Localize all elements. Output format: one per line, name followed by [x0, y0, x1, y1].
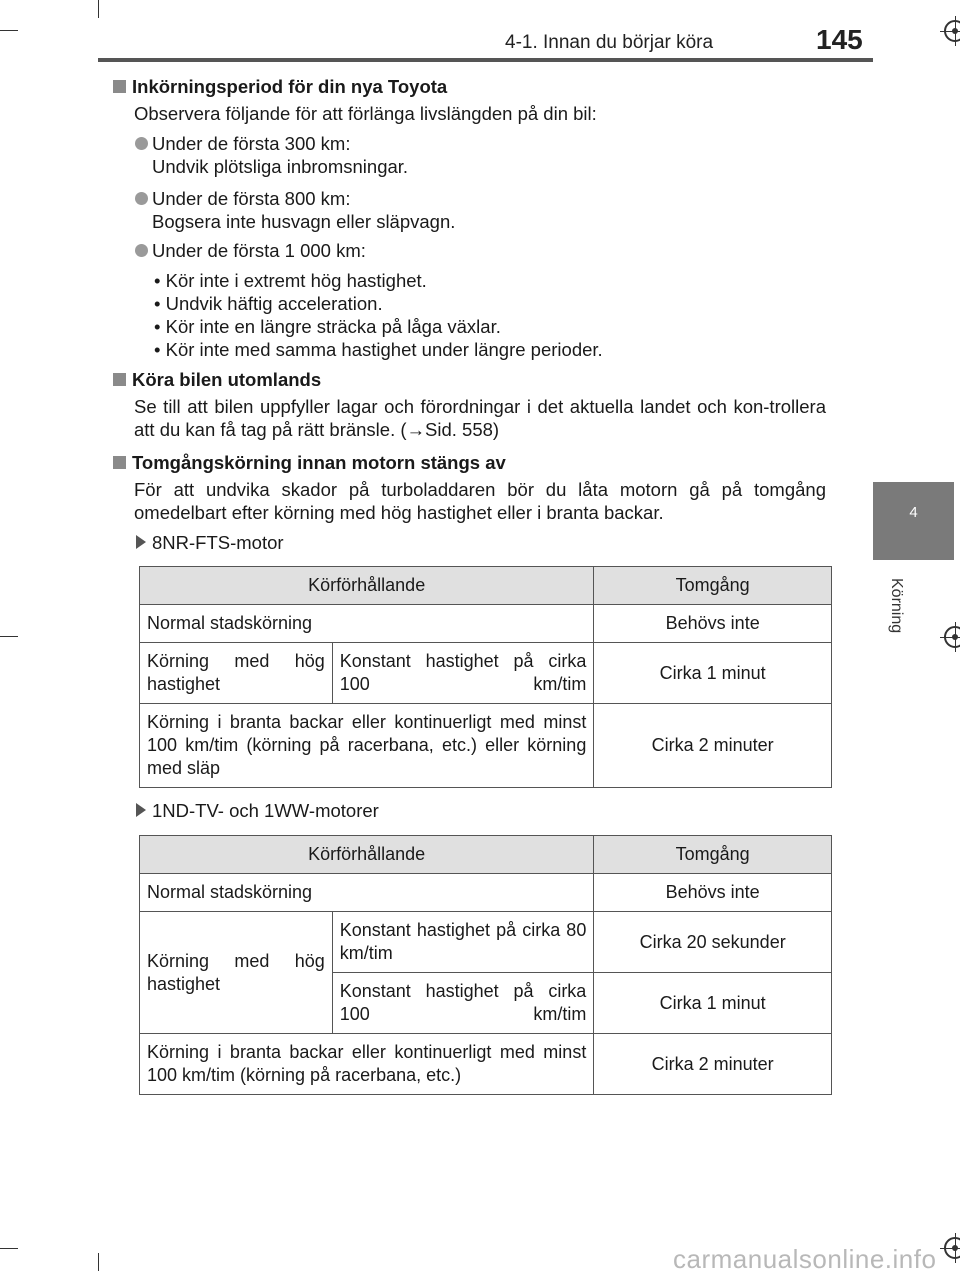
- bullet-text: Undvik plötsliga inbromsningar.: [152, 156, 409, 177]
- table-cell: Körning i branta backar eller kontinuerligt med minst 100 km/tim (körning på racerbana, etc.): [140, 1034, 594, 1095]
- page-number: 145: [816, 24, 863, 55]
- chapter-label-text: Körning: [888, 578, 905, 634]
- table-cell: Körning med hög hastighet: [140, 912, 333, 1034]
- table-cell: Behövs inte: [594, 874, 832, 912]
- registration-mark-icon: [944, 626, 960, 648]
- chapter-tab: [873, 482, 954, 560]
- table-header: Tomgång: [594, 567, 832, 605]
- section-square-icon: [113, 373, 126, 386]
- bullet-text: Under de första 800 km:: [152, 188, 351, 209]
- bullet-dot-icon: [135, 137, 148, 150]
- table-cell: Normal stadskörning: [140, 605, 594, 643]
- chapter-number: 4: [909, 504, 918, 521]
- table-caption: 8NR-FTS-motor: [152, 532, 284, 553]
- registration-mark-icon: [944, 1237, 960, 1259]
- bullet-text: Under de första 1 000 km:: [152, 240, 366, 261]
- watermark: carmanualsonline.info: [673, 1244, 937, 1274]
- arrow-right-icon: [136, 535, 146, 549]
- section-heading: Inkörningsperiod för din nya Toyota: [132, 76, 448, 97]
- bullet-dot-icon: [135, 192, 148, 205]
- table-cell: Körning med hög hastighet: [140, 643, 333, 704]
- paragraph: Se till att bilen uppfyller lagar och förordningar i det aktuella landet och kon-trollera att du kan få tag på rätt bränsle. (→Sid. 558): [134, 396, 826, 440]
- table-header: Tomgång: [594, 836, 832, 874]
- table-header: Körförhållande: [140, 836, 594, 874]
- chapter-label: [865, 578, 925, 638]
- crop-mark: [0, 30, 18, 31]
- bullet-dot-icon: [135, 244, 148, 257]
- sub-bullet: • Kör inte i extremt hög hastighet.: [154, 270, 427, 291]
- section-square-icon: [113, 80, 126, 93]
- sub-bullet: • Kör inte med samma hastighet under längre perioder.: [154, 339, 603, 360]
- section-heading: Tomgångskörning innan motorn stängs av: [132, 452, 506, 473]
- table-cell: Konstant hastighet på cirka 80 km/tim: [332, 912, 594, 973]
- table-cell: Cirka 1 minut: [594, 973, 832, 1034]
- table-cell: Körning i branta backar eller kontinuerligt med minst 100 km/tim (körning på racerbana, etc.) eller körning med släp: [140, 704, 594, 788]
- header-rule: [98, 58, 873, 62]
- crop-mark: [98, 1253, 99, 1271]
- paragraph: För att undvika skador på turboladdaren bör du låta motorn gå på tomgång omedelbart efter körning med hög hastighet eller i branta backar.: [134, 479, 826, 523]
- table-cell: Behövs inte: [594, 605, 832, 643]
- bullet-text: Under de första 300 km:: [152, 133, 351, 154]
- paragraph: Observera följande för att förlänga livslängden på din bil:: [134, 103, 597, 124]
- sub-bullet: • Undvik häftig acceleration.: [154, 293, 383, 314]
- registration-mark-icon: [944, 20, 960, 42]
- table-cell: Konstant hastighet på cirka 100 km/tim: [332, 643, 594, 704]
- bullet-text: Bogsera inte husvagn eller släpvagn.: [152, 211, 456, 232]
- table-cell: Cirka 1 minut: [594, 643, 832, 704]
- arrow-right-icon: [136, 803, 146, 817]
- table-cell: Konstant hastighet på cirka 100 km/tim: [332, 973, 594, 1034]
- crop-mark: [0, 636, 18, 637]
- sub-bullet: • Kör inte en längre sträcka på låga växlar.: [154, 316, 501, 337]
- idle-table-8nr: [139, 566, 832, 788]
- table-cell: Cirka 2 minuter: [594, 704, 832, 788]
- table-header: Körförhållande: [140, 567, 594, 605]
- section-title: 4-1. Innan du börjar köra: [505, 32, 714, 53]
- table-caption: 1ND-TV- och 1WW-motorer: [152, 800, 379, 821]
- idle-table-1nd: [139, 835, 832, 1095]
- section-square-icon: [113, 456, 126, 469]
- table-cell: Cirka 20 sekunder: [594, 912, 832, 973]
- crop-mark: [98, 0, 99, 18]
- crop-mark: [0, 1248, 18, 1249]
- table-cell: Normal stadskörning: [140, 874, 594, 912]
- section-heading: Köra bilen utomlands: [132, 369, 322, 390]
- table-cell: Cirka 2 minuter: [594, 1034, 832, 1095]
